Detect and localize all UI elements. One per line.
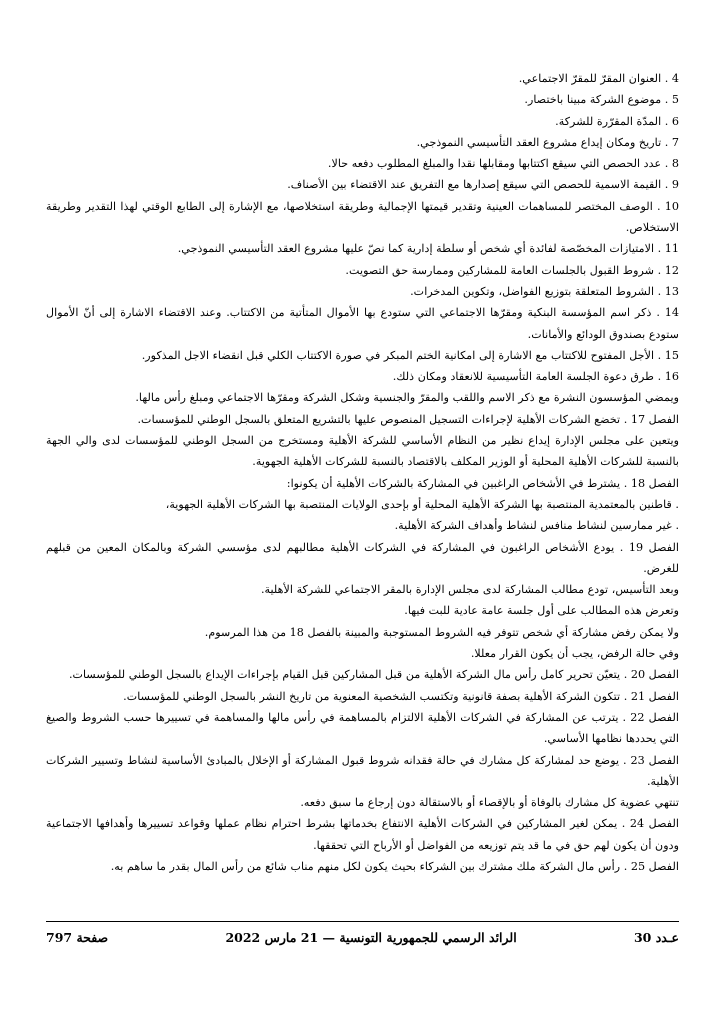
- paragraph: 8 . عدد الحصص التي سيقع اكتتابها ومقابلها نقدا والمبلغ المطلوب دفعه حالا.: [327, 157, 679, 171]
- footer-divider: [46, 921, 679, 922]
- paragraph: وتعرض هذه المطالب على أول جلسة عامة عادية للبت فيها.: [404, 604, 679, 618]
- paragraph: الفصل 17 . تخضع الشركات الأهلية لإجراءات التسجيل المنصوص عليها بالتشريع المتعلق بالسجل الوطني للمؤسسات.: [137, 412, 679, 426]
- paragraph: . غير ممارسين لنشاط منافس لنشاط وأهداف الشركة الأهلية.: [394, 519, 679, 533]
- paragraph: الفصل 25 . رأس مال الشركة ملك مشترك بين الشركاء بحيث يكون لكل منهم مناب شائع من رأس المال بقدر ما ساهم به.: [110, 859, 679, 873]
- paragraph: 9 . القيمة الاسمية للحصص التي سيقع إصدارها مع التفريق عند الاقتضاء بين الأصناف.: [287, 178, 679, 192]
- publication-title: الرائد الرسمي للجمهورية التونسية — 21 مارس 2022: [225, 930, 517, 945]
- paragraph: . قاطنين بالمعتمدية المنتصبة بها الشركة الأهلية المحلية أو بإحدى الولايات المنتصبة بها الشركات الأهلية الجهوية،: [165, 497, 679, 511]
- paragraph: ولا يمكن رفض مشاركة أي شخص تتوفر فيه الشروط المستوجبة والمبينة بالفصل 18 من هذا المرسوم.: [204, 625, 679, 639]
- paragraph: الفصل 24 . يمكن لغير المشاركين في الشركات الأهلية الانتفاع بخدماتها بشرط احترام نظام عملها وقواعد تسييرها وأهدافها الاجتماعية ودون أن يكون لهم حق في ما قد يتم توزيعه من الفواضل أو الأرباح التي تحققها.: [46, 817, 679, 852]
- document-body: [46, 68, 679, 877]
- paragraph: تنتهي عضوية كل مشارك بالوفاة أو بالإقصاء أو بالاستقالة دون إرجاع ما سبق دفعه.: [300, 796, 679, 810]
- paragraph: الفصل 21 . تتكون الشركة الأهلية بصفة قانونية وتكتسب الشخصية المعنوية من تاريخ النشر بالسجل الوطني للمؤسسات.: [123, 689, 679, 703]
- paragraph: 10 . الوصف المختصر للمساهمات العينية وتقدير قيمتها الإجمالية وطريقة استخلاصها، مع الإشارة إلى الطابع الوقتي لهذا التقدير وطريقة الاستخلاص.: [46, 199, 679, 235]
- paragraph: 12 . شروط القبول بالجلسات العامة للمشاركين وممارسة حق التصويت.: [345, 263, 679, 277]
- paragraph: 15 . الأجل المفتوح للاكتتاب مع الاشارة إلى امكانية الختم المبكر في صورة الاكتتاب الكلي قبل انقضاء الاجل المذكور.: [141, 348, 679, 362]
- paragraph: 7 . تاريخ ومكان إيداع مشروع العقد التأسيسي النموذجي.: [416, 135, 679, 149]
- paragraph: الفصل 18 . يشترط في الأشخاص الراغبين في المشاركة بالشركات الأهلية أن يكونوا:: [286, 476, 679, 490]
- paragraph: وفي حالة الرفض، يجب أن يكون القرار معللا.: [470, 647, 679, 661]
- paragraph: 16 . طرق دعوة الجلسة العامة التأسيسية للانعقاد ومكان ذلك.: [392, 370, 679, 384]
- paragraph: 14 . ذكر اسم المؤسسة البنكية ومقرّها الاجتماعي التي ستودع بها الأموال المتأتية من الاكتتاب. وعند الاقتضاء الاشارة إلى أنّ الأموال ستودع بصندوق الودائع والأمانات.: [46, 306, 679, 341]
- issue-number: عـدد 30: [633, 930, 679, 945]
- paragraph: ويمضي المؤسسون النشرة مع ذكر الاسم واللقب والمقرّ والجنسية وشكل الشركة ومقرّها الاجتماعي ومبلغ رأس مالها.: [135, 391, 679, 405]
- paragraph: 6 . المدّة المقرّرة للشركة.: [555, 114, 679, 128]
- paragraph: الفصل 20 . يتعيّن تحرير كامل رأس مال الشركة الأهلية من قبل المشاركين قبل القيام بإجراءات الإيداع بالسجل الوطني للمؤسسات.: [68, 668, 679, 682]
- paragraph: ويتعين على مجلس الإدارة إيداع نظير من النظام الأساسي للشركة الأهلية ومستخرج من السجل الوطني للمؤسسات لدى والي الجهة بالنسبة للشركات الأهلية المحلية أو الوزير المكلف بالاقتصاد بالنسبة للشركات الأهلية الجهوية.: [46, 434, 679, 469]
- page-footer: [46, 930, 679, 945]
- paragraph: الفصل 19 . يودع الأشخاص الراغبون في المشاركة في الشركات الأهلية مطالبهم لدى مؤسسي الشركة وبالمكان المعين من قبلهم للغرض.: [46, 540, 679, 575]
- page-number: صفحة 797: [46, 930, 109, 945]
- paragraph: 11 . الامتيازات المخصّصة لفائدة أي شخص أو سلطة إدارية كما نصّ عليها مشروع العقد التأسيسي النموذجي.: [177, 242, 679, 256]
- paragraph: 4 . العنوان المقرّ للمقرّ الاجتماعي.: [518, 72, 679, 85]
- paragraph: الفصل 22 . يترتب عن المشاركة في الشركات الأهلية الالتزام بالمساهمة في رأس مالها والمساهمة في تسييرها حسب الشروط والصيغ التي يحددها نظامها الأساسي.: [46, 710, 679, 746]
- paragraph: الفصل 23 . يوضع حد لمشاركة كل مشارك في حالة فقدانه شروط قبول المشاركة أو الإخلال بالمبادئ الأساسية لنشاط وتسيير الشركات الأهلية.: [46, 753, 679, 788]
- paragraph: وبعد التأسيس، تودع مطالب المشاركة لدى مجلس الإدارة بالمقر الاجتماعي للشركة الأهلية.: [260, 583, 679, 597]
- paragraph: 5 . موضوع الشركة مبينا باختصار.: [524, 93, 679, 107]
- paragraph: 13 . الشروط المتعلقة بتوزيع الفواضل، وتكوين المدخرات.: [410, 284, 679, 298]
